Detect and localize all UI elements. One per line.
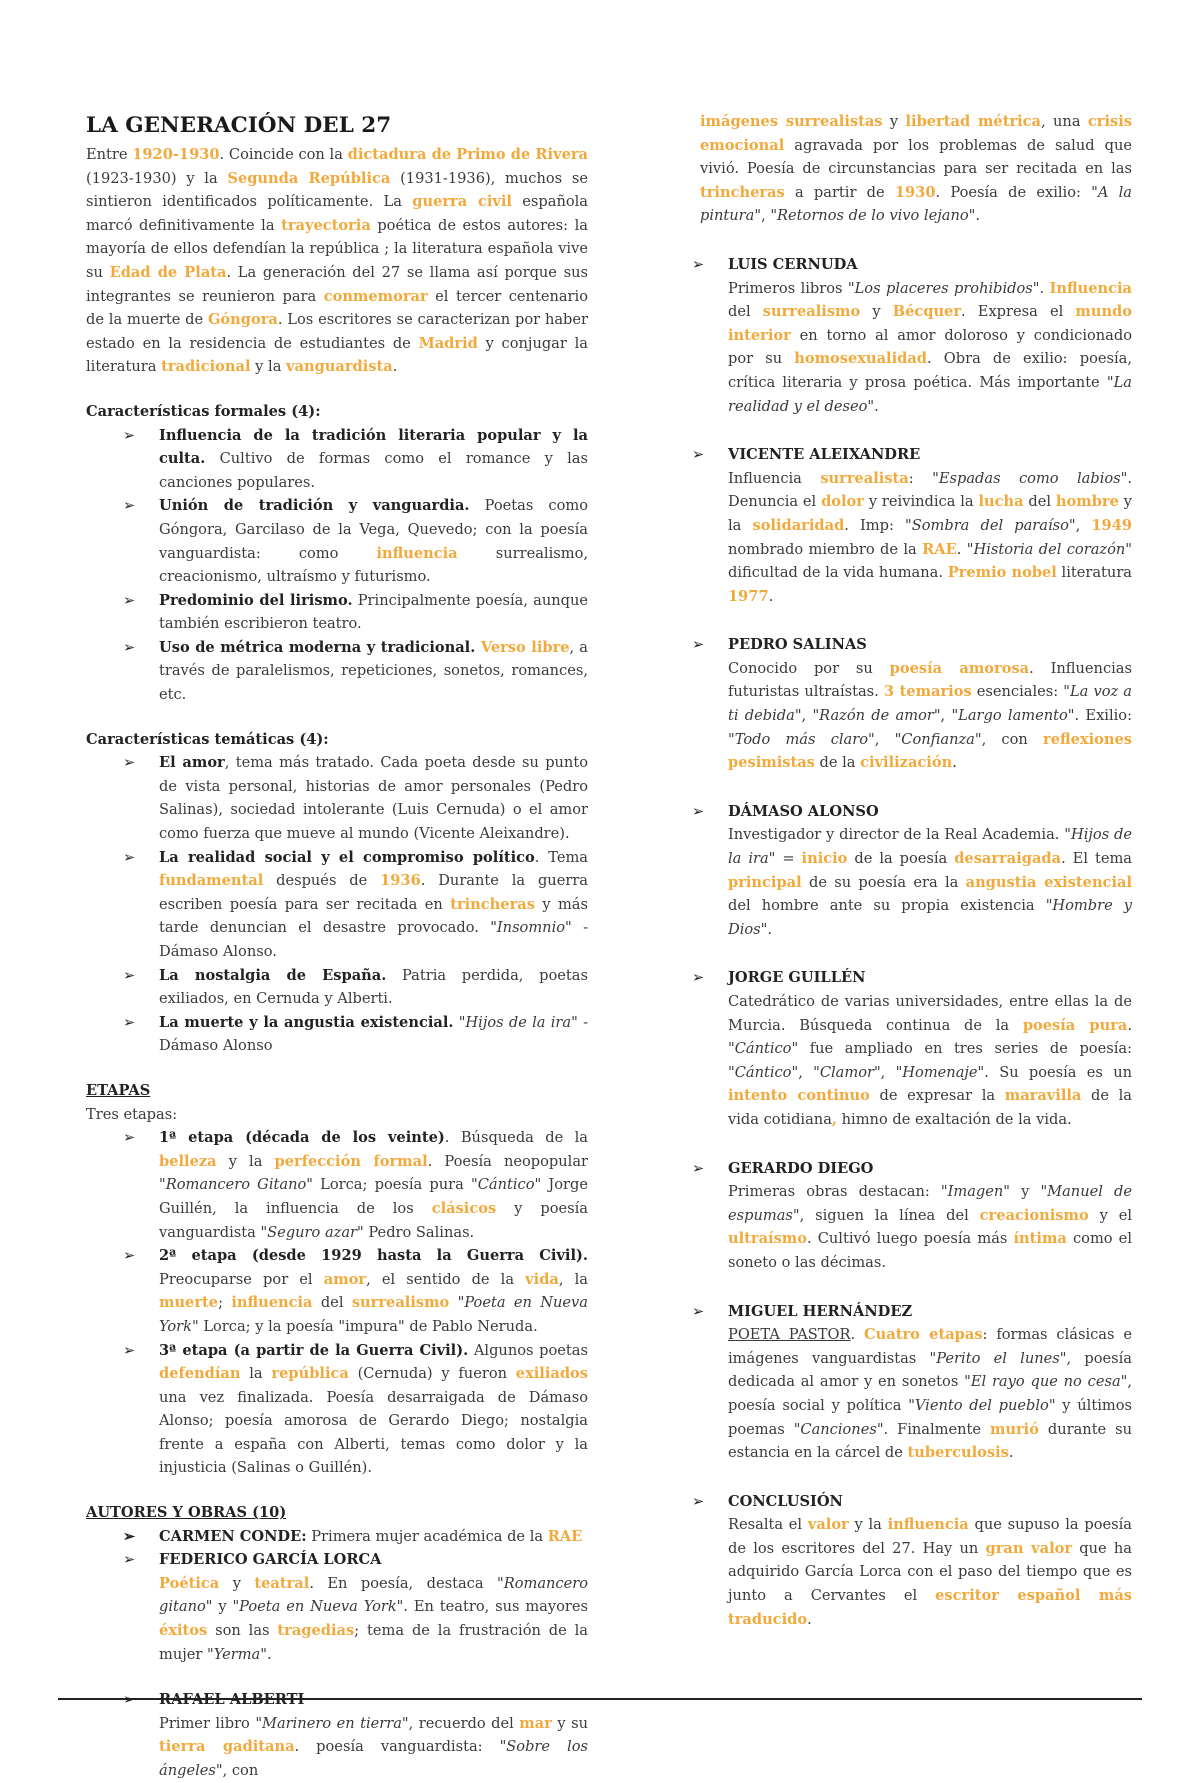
- arrow-bullet-icon: ➢: [123, 1247, 136, 1265]
- list-item: ➢ El amor, tema más tratado. Cada poeta desde su punto de vista personal, historias de amor personales (Pedro Salinas), sociedad intolerante (Luis Cernuda) o el amor como fuerza que mueve al mundo (Vicente Aleixandre).: [86, 751, 588, 845]
- arrow-bullet-icon: ➢: [692, 446, 705, 464]
- formales-heading: Características formales (4):: [86, 402, 321, 420]
- conclusion-text: Resalta el valor y la influencia que supuso la poesía de los escritores del 27. Hay un gran valor que ha adquirido García Lorca con el paso del tiempo que es junto a Cervantes el escritor español más traducido.: [728, 1516, 1132, 1628]
- list-item: ➢ 2ª etapa (desde 1929 hasta la Guerra Civil). Preocuparse por el amor, el sentido de la vida, la muerte; influencia del surrealismo "Poeta en Nueva York" Lorca; y la poesía "impura" de Pablo Neruda.: [86, 1244, 588, 1338]
- arrow-bullet-icon: ➢: [123, 497, 136, 515]
- tematicas-heading: Características temáticas (4):: [86, 730, 329, 748]
- arrow-bullet-icon: ➢: [123, 1129, 136, 1147]
- author-hernandez-text: POETA PASTOR. Cuatro etapas: formas clásicas e imágenes vanguardistas "Perito el lunes", poesía dedicada al amor y en sonetos "El rayo que no cesa", poesía social y política "Viento del pueblo" y últimos poemas "Canciones". Finalmente murió durante su estancia en la cárcel de tuberculosis.: [728, 1326, 1132, 1462]
- arrow-bullet-icon: ➢: [692, 1159, 705, 1177]
- arrow-bullet-icon: ➢: [123, 754, 136, 772]
- right-column: [692, 110, 1133, 1631]
- conclusion-heading: ➢ CONCLUSIÓN: [700, 1490, 1132, 1514]
- list-item: ➢ La nostalgia de España. Patria perdida, poetas exiliados, en Cernuda y Alberti.: [86, 964, 588, 1011]
- author-diego-text: Primeras obras destacan: "Imagen" y "Manuel de espumas", siguen la línea del creacionismo y el ultraísmo. Cultivó luego poesía más íntima como el soneto o las décimas.: [728, 1183, 1132, 1271]
- etapas-heading: ETAPAS: [86, 1081, 151, 1099]
- autores-heading: AUTORES Y OBRAS (10): [86, 1504, 287, 1522]
- intro-paragraph: Entre 1920-1930. Coincide con la dictadura de Primo de Rivera (1923-1930) y la Segunda República (1931-1936), muchos se sintieron identificados políticamente. La guerra civil española marcó definitivamente la trayectoria poética de estos autores: la mayoría de ellos defendían la república ; la literatura española vive su Edad de Plata. La generación del 27 se llama así porque sus integrantes se reunieron para conmemorar el tercer centenario de la muerte de Góngora. Los escritores se caracterizan por haber estado en la residencia de estudiantes de Madrid y conjugar la literatura tradicional y la vanguardista.: [86, 146, 589, 376]
- author-lorca: ➢ FEDERICO GARCÍA LORCA: [86, 1548, 588, 1572]
- list-item: ➢ La realidad social y el compromiso político. Tema fundamental después de 1936. Durante la guerra escriben poesía para ser recitada en trincheras y más tarde denuncian el desastre provocado. "Insomnio" - Dámaso Alonso.: [86, 846, 588, 964]
- arrow-bullet-icon: ➢: [123, 1013, 136, 1031]
- author-salinas-text: Conocido por su poesía amorosa. Influencias futuristas ultraístas. 3 temarios esenciales: "La voz a ti debida", "Razón de amor", "Largo lamento". Exilio: "Todo más claro", "Confianza", con reflexiones pesimistas de la civilización.: [728, 659, 1133, 772]
- arrow-bullet-icon: ➢: [692, 802, 705, 820]
- arrow-bullet-icon: ➢: [692, 969, 705, 987]
- author-hernandez: ➢ MIGUEL HERNÁNDEZ: [700, 1300, 1132, 1324]
- page-title: LA GENERACIÓN DEL 27: [86, 113, 392, 138]
- author-damaso: ➢ DÁMASO ALONSO: [700, 800, 1132, 824]
- arrow-bullet-icon: ➢: [123, 1527, 136, 1545]
- list-item: ➢ 1ª etapa (década de los veinte). Búsqueda de la belleza y la perfección formal. Poesía neopopular "Romancero Gitano" Lorca; poesía pura "Cántico" Jorge Guillén, la influencia de los clásicos y poesía vanguardista "Seguro azar" Pedro Salinas.: [86, 1126, 588, 1244]
- author-alberti-text: Primer libro "Marinero en tierra", recuerdo del mar y su tierra gaditana. poesía vanguardista: "Sobre los ángeles", con: [159, 1714, 588, 1779]
- arrow-bullet-icon: ➢: [692, 1492, 705, 1510]
- list-item: ➢ 3ª etapa (a partir de la Guerra Civil). Algunos poetas defendían la república (Cernuda) y fueron exiliados una vez finalizada. Poesía desarraigada de Dámaso Alonso; poesía amorosa de Gerardo Diego; nostalgia frente a españa con Alberti, temas como dolor y la injusticia (Salinas o Guillén).: [86, 1339, 588, 1481]
- arrow-bullet-icon: ➢: [692, 255, 705, 273]
- author-aleixandre-text: Influencia surrealista: "Espadas como labios". Denuncia el dolor y reivindica la lucha del hombre y la solidaridad. Imp: "Sombra del paraíso", 1949 nombrado miembro de la RAE. "Historia del corazón" dificultad de la vida humana. Premio nobel literatura 1977.: [728, 469, 1133, 605]
- list-item: ➢ Unión de tradición y vanguardia. Poetas como Góngora, Garcilaso de la Vega, Quevedo; con la poesía vanguardista: como influencia surrealismo, creacionismo, ultraísmo y futurismo.: [86, 494, 588, 588]
- left-column: [86, 112, 588, 1783]
- author-damaso-text: Investigador y director de la Real Academia. "Hijos de la ira" = inicio de la poesía desarraigada. El tema principal de su poesía era la angustia existencial del hombre ante su propia existencia "Hombre y Dios".: [728, 826, 1132, 938]
- author-guillen: ➢ JORGE GUILLÉN: [700, 966, 1132, 990]
- list-item: ➢ Uso de métrica moderna y tradicional. Verso libre, a través de paralelismos, repeticiones, sonetos, romances, etc.: [86, 636, 588, 707]
- author-diego: ➢ GERARDO DIEGO: [700, 1157, 1132, 1181]
- author-cernuda: ➢ LUIS CERNUDA: [700, 253, 1132, 277]
- arrow-bullet-icon: ➢: [123, 1341, 136, 1359]
- author-salinas: ➢ PEDRO SALINAS: [700, 633, 1132, 657]
- arrow-bullet-icon: ➢: [123, 848, 136, 866]
- list-item: ➢ Predominio del lirismo. Principalmente poesía, aunque también escribieron teatro.: [86, 589, 588, 636]
- arrow-bullet-icon: ➢: [123, 1551, 136, 1569]
- list-item: ➢ La muerte y la angustia existencial. "Hijos de la ira" - Dámaso Alonso: [86, 1011, 588, 1058]
- arrow-bullet-icon: ➢: [123, 966, 136, 984]
- etapas-intro: Tres etapas:: [86, 1105, 178, 1123]
- arrow-bullet-icon: ➢: [123, 591, 136, 609]
- arrow-bullet-icon: ➢: [692, 636, 705, 654]
- author-alberti: [86, 1688, 588, 1712]
- alberti-continued: imágenes surrealistas y libertad métrica, una crisis emocional agravada por los problemas de salud que vivió. Poesía de circunstancias para ser recitada en las trincheras a partir de 1930. Poesía de exilio: "A la pintura", "Retornos de lo vivo lejano".: [700, 113, 1132, 225]
- author-carmen-conde: ➢ CARMEN CONDE: Primera mujer académica de la RAE: [86, 1525, 588, 1549]
- arrow-bullet-icon: ➢: [692, 1302, 705, 1320]
- author-aleixandre: ➢ VICENTE ALEIXANDRE: [700, 443, 1132, 467]
- author-cernuda-text: Primeros libros "Los placeres prohibidos". Influencia del surrealismo y Bécquer. Expresa el mundo interior en torno al amor doloroso y condicionado por su homosexualidad. Obra de exilio: poesía, crítica literaria y prosa poética. Más importante "La realidad y el deseo".: [728, 279, 1132, 415]
- arrow-bullet-icon: ➢: [123, 426, 136, 444]
- arrow-bullet-icon: [123, 1688, 135, 1712]
- list-item: ➢ Influencia de la tradición literaria popular y la culta. Cultivo de formas como el romance y las canciones populares.: [86, 424, 588, 495]
- author-lorca-text: Poética y teatral. En poesía, destaca "Romancero gitano" y "Poeta en Nueva York". En teatro, sus mayores éxitos son las tragedias; tema de la frustración de la mujer "Yerma".: [159, 1574, 588, 1663]
- arrow-bullet-icon: ➢: [123, 638, 136, 656]
- author-guillen-text: Catedrático de varias universidades, entre ellas la de Murcia. Búsqueda continua de la poesía pura. "Cántico" fue ampliado en tres series de poesía: "Cántico", "Clamor", "Homenaje". Su poesía es un intento continuo de expresar la maravilla de la vida cotidiana, himno de exaltación de la vida.: [728, 993, 1133, 1128]
